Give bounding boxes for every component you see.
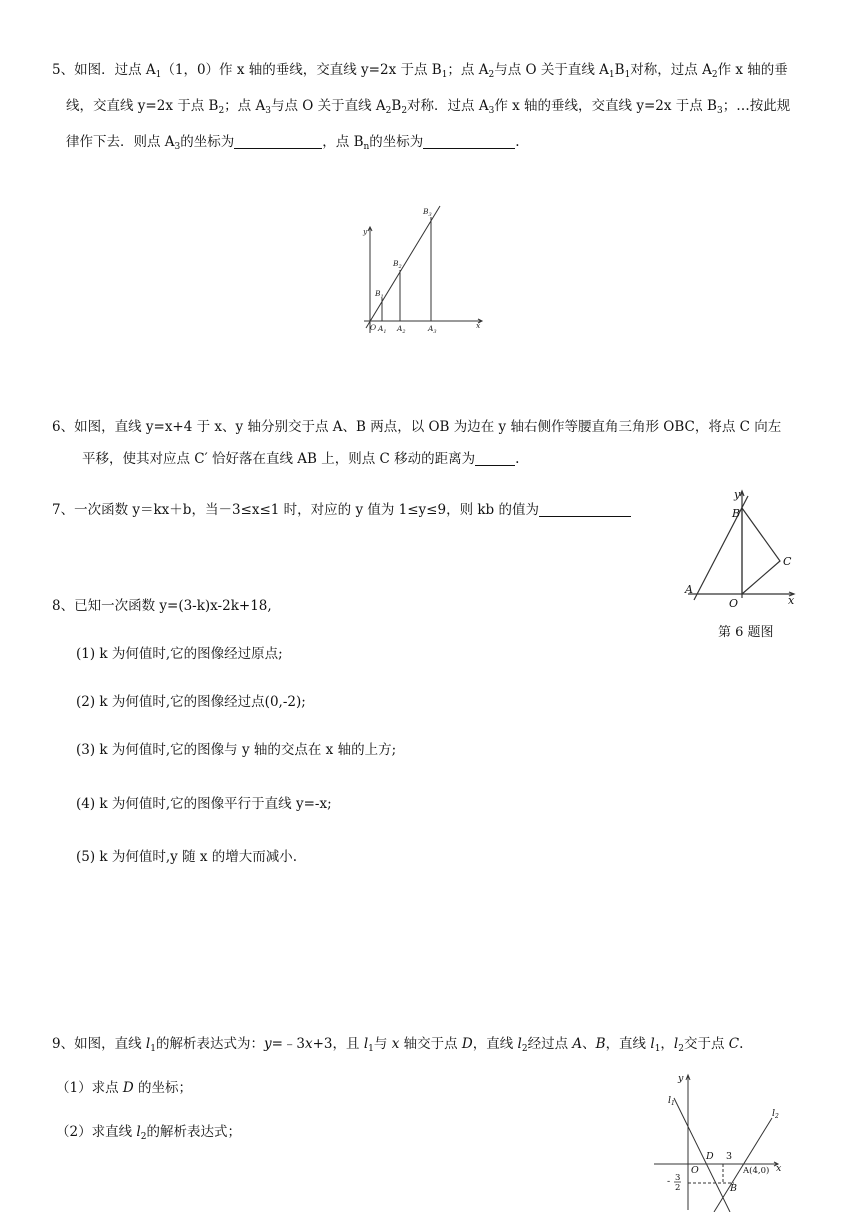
q9-label-l2: $l_2$ xyxy=(772,1108,779,1120)
q6-triangle-obc xyxy=(742,508,780,594)
q9-label-o: O xyxy=(691,1165,699,1176)
answer-blank-q7[interactable] xyxy=(539,502,631,517)
q8-stem: 8、已知一次函数 y=(3-k)x-2k+18, xyxy=(52,598,272,614)
q9-sub-1: （1）求点 D 的坐标； xyxy=(56,1080,193,1096)
q8-item-5: (5) k 为何值时,y 随 x 的增大而减小. xyxy=(76,849,298,865)
q9-label-frac-num: 3 xyxy=(675,1173,681,1183)
q5-line-1: 5、如图．过点 $A_1(1$，0）作 x 轴的垂线，交直线 y=2x 于点 $B_1$；点 $A_2$与点 O 关于直线 $A_1B_1$对称，过点 $A_2$作 x 轴的垂 xyxy=(52,62,788,80)
q6-label-y: y xyxy=(734,488,741,501)
q6-label-b: B xyxy=(732,507,741,520)
q6-label-c: C xyxy=(783,555,792,568)
question-7: 7、一次函数 y＝kx＋b，当－3≤x≤1 时，对应的 y 值为 1≤y≤9，则 kb 的值为 xyxy=(52,500,631,520)
answer-blank-q6[interactable] xyxy=(475,451,515,466)
question-6 xyxy=(52,417,822,469)
q9-label-frac-den: 2 xyxy=(675,1183,681,1193)
q5-label-b1: $B_1$ xyxy=(375,289,384,300)
q5-line-y2x xyxy=(366,206,440,328)
q5-label-y: y xyxy=(363,227,368,236)
q9-line-l1 xyxy=(674,1098,733,1212)
q6-figure xyxy=(682,486,802,616)
q8-item-2: (2) k 为何值时,它的图像经过点(0,-2); xyxy=(76,694,306,710)
q6-label-a: A xyxy=(685,583,693,596)
q8-item-3: (3) k 为何值时,它的图像与 y 轴的交点在 x 轴的上方; xyxy=(76,742,397,758)
question-5 xyxy=(52,60,812,157)
q6-line-2: 平移，使其对应点 C′ 恰好落在直线 AB 上，则点 C 移动的距离为 . xyxy=(82,451,520,467)
q9-label-b: B xyxy=(730,1183,737,1194)
q5-label-o: O xyxy=(370,323,377,332)
question-9: 9、如图，直线 $l_1$的解析表达式为：y=﹣3x+3，且 $l_1$与 x 轴交于点 D，直线 $l_2$经过点 A、B，直线 $l_1$，$l_2$交于点 C. xyxy=(52,1036,744,1054)
q5-label-a2: $A_2$ xyxy=(397,324,406,335)
q5-label-b3: $B_3$ xyxy=(423,207,432,218)
answer-blank-a3[interactable] xyxy=(234,134,322,149)
q8-item-1: (1) k 为何值时,它的图像经过原点; xyxy=(76,646,283,662)
q5-label-b2: $B_2$ xyxy=(393,259,402,270)
q6-line-1: 6、如图，直线 y=x+4 于 x、y 轴分别交于点 A、B 两点，以 OB 为边在 y 轴右侧作等腰直角三角形 OBC，将点 C 向左 xyxy=(52,419,782,435)
q6-label-o: O xyxy=(729,597,739,610)
question-8 xyxy=(52,596,652,616)
q9-label-l1: $l_1$ xyxy=(668,1095,675,1107)
q9-label-y: y xyxy=(678,1073,684,1084)
q9-label-a: A(4,0) xyxy=(743,1166,770,1176)
q9-label-x: x xyxy=(776,1163,782,1174)
q9-label-d: D xyxy=(706,1151,714,1162)
q9-sub-2: （2）求直线 $l_2$的解析表达式； xyxy=(56,1124,241,1142)
q5-figure xyxy=(352,200,492,340)
q5-label-a1: $A_1$ xyxy=(378,324,387,335)
q8-item-4: (4) k 为何值时,它的图像平行于直线 y=-x; xyxy=(76,796,332,812)
q5-label-a3: $A_3$ xyxy=(428,324,437,335)
q9-label-minus: - xyxy=(667,1176,671,1187)
q6-figure-caption: 第 6 题图 xyxy=(718,625,774,640)
q5-line-3: 律作下去．则点 $A_3$的坐标为 ，点 $B_n$的坐标为 . xyxy=(66,134,520,152)
q5-line-2: 线，交直线 y=2x 于点 $B_2$；点 $A_3$与点 O 关于直线 $A_2B_2$对称．过点 $A_3$作 x 轴的垂线，交直线 y=2x 于点 $B_3$；…按此规 xyxy=(66,98,791,116)
q9-figure xyxy=(648,1072,788,1212)
q5-label-x: x xyxy=(476,321,481,330)
q9-label-3: 3 xyxy=(726,1151,733,1162)
answer-blank-bn[interactable] xyxy=(423,134,515,149)
q6-label-x: x xyxy=(788,594,795,607)
